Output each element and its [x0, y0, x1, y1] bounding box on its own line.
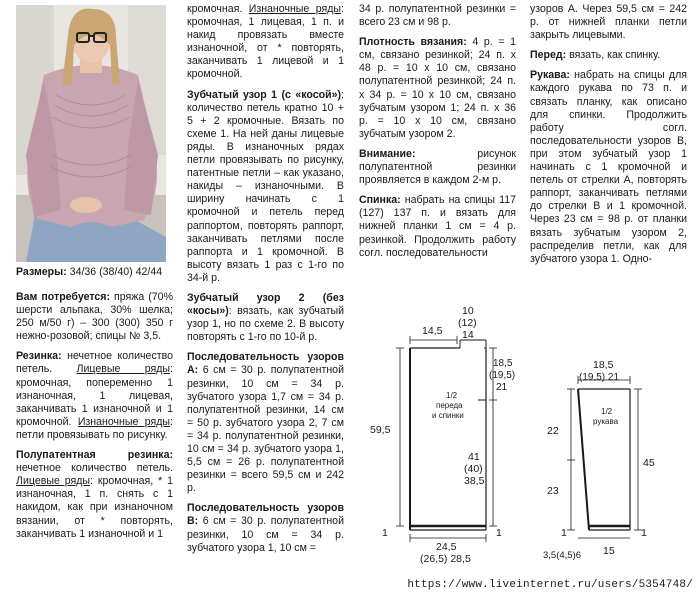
rib-back-text: : петли провязывать по рисунку. [16, 415, 173, 441]
source-url[interactable]: https://www.liveinternet.ru/users/5354748/ [407, 579, 693, 591]
front-title: Перед: [530, 49, 567, 62]
pattern2-title: Зубчатый узор 2 (без «косы») [187, 291, 344, 318]
sizes-label: Размеры: [16, 266, 67, 278]
materials-title: Вам потребуется: [16, 291, 110, 303]
sleeves-text: набрать на спицы для каждого рукава по 73 п. и связать планку, как описано для спинки. Продолжить работу согл. последовательности узоров В, при этом зубчатый узор 1 начинать с 1 кромочной и петель от стрелки А, повторять раппорт, заканчивать петлями до стрелки В и 1 кромочной. Через 23 см = 98 р. от планки вязать зубчатым узором 2, распределив петли, как для зубчатого узора 1. Одно- [530, 69, 687, 265]
back-paragraph [359, 194, 516, 259]
column-4 [530, 3, 687, 273]
column-2 [187, 3, 344, 562]
col2-p0-text: : кромочная, 1 лицевая, 1 п. и накид провязать вместе изнаночной, от * повторять, заканчивать 1 лицевой и 1 кромочной. [187, 3, 344, 81]
main-left-height: 59,5 [370, 424, 391, 436]
rib-text: нечетное количество петель. [16, 350, 173, 376]
sleeve-left-1: 22 [547, 425, 559, 437]
main-label-3: и спинки [432, 411, 464, 420]
main-bottom-right-hem: 1 [496, 527, 502, 539]
model-photo-illustration [16, 5, 166, 262]
main-top-mid-2: (12) [458, 317, 477, 329]
main-mid-3: 38,5 [464, 475, 485, 487]
sleeve-schematic [535, 350, 665, 570]
pattern2-text: : вязать, как зубчатый узор 1, но по схеме 2. В высоту повторять с 1-го по 10-й р. [187, 305, 344, 344]
sleeves-paragraph [530, 69, 687, 265]
sizes-line [16, 266, 162, 278]
column-3 [359, 3, 516, 267]
sleeve-bottom-width: 15 [603, 545, 615, 557]
back-title: Спинка: [359, 194, 401, 207]
col3-paragraph-0: 34 р. полупатентной резинки = всего 23 см и 98 р. [359, 3, 516, 29]
sequence-a-paragraph [187, 351, 344, 495]
main-bottom-left-hem: 1 [382, 527, 388, 539]
gauge-title: Плотность вязания: [359, 36, 467, 49]
gauge-text: 4 р. = 1 см, связано резинкой; 24 п. х 48 р. = 10 х 10 см, связано полупатентной резинкой; 24 п. х 34 р. = 10 х 10 см, связано зубчатым узором 1; 24 п. х 36 р. = 10 х 10 см, связано зубчатым узором 2. [359, 36, 516, 140]
fisher-title: Полупатентная резинка: [16, 449, 173, 462]
main-top-left-dim: 14,5 [422, 325, 443, 337]
main-label-2: переда [436, 401, 463, 410]
col2-lead: кромочная. [187, 3, 249, 15]
front-text: вязать, как спинку. [566, 49, 661, 62]
sequence-b-text: 6 см = 30 р. полупатентной резинки, 10 см = 34 р. зубчатого узора 1, 10 см = [187, 515, 344, 554]
col4-paragraph-0: узоров А. Через 59,5 см = 242 р. от нижней планки петли закрыть лицевыми. [530, 3, 687, 42]
materials-text: пряжа (70% шерсти альпака, 30% шелка; 250 м/50 г) – 300 (300) 350 г нежно-розовой; спицы № 3,5. [16, 291, 173, 343]
fisher-paragraph [16, 449, 173, 541]
sleeves-title: Рукава: [530, 69, 570, 82]
sleeve-bottom-offset: 3,5(4,5)6 [543, 550, 582, 561]
sequence-a-text: 6 см = 30 р. полупатентной резинки, 10 см = 34 р. зубчатого узора 1,7 см = 34 р. полупатентной резинки, 14 см = 50 р. зубчатого узора 2, 7 см = 34 р. полупатентной резинки, 10 см = 34 р. зубчатого узора 1, 5,5 см = 26 р. полупатентной резинки = всего 59,5 см и 242 р. [187, 364, 344, 495]
rib-face-label: Лицевые ряды [76, 363, 171, 376]
col2-paragraph-0 [187, 3, 344, 82]
main-right-1: 18,5 [493, 358, 513, 369]
main-bottom-1: 24,5 [436, 541, 457, 553]
sleeve-top-1: 18,5 [593, 359, 614, 371]
rib-title: Резинка: [16, 350, 62, 363]
sleeve-top-2: (19,5) 21 [579, 372, 620, 383]
fisher-text: нечетное количество петель. [16, 462, 173, 475]
sequence-a-title: Последовательность узоров А: [187, 351, 344, 377]
main-right-3: 21 [496, 382, 508, 393]
body-schematic [370, 300, 516, 570]
main-label-1: 1/2 [446, 391, 458, 400]
column-1 [16, 291, 173, 548]
attention-text: рисунок полупатентной резинки проявляется в каждом 2-м р. [359, 147, 516, 187]
pattern1-title: Зубчатый узор 1 (с «косой») [187, 88, 342, 101]
front-paragraph [530, 49, 687, 62]
pattern2-paragraph [187, 292, 344, 344]
main-bottom-2: (26,5) 28,5 [420, 553, 471, 565]
col2-back-label: Изнаночные ряды [248, 3, 342, 15]
rib-back-label: Изнаночные ряды [77, 415, 171, 428]
attention-paragraph [359, 148, 516, 187]
sleeve-right-length: 45 [643, 457, 655, 469]
fisher-face-text: : кромочная, * 1 изнаночная, 1 п. снять с 1 накидом, как при изнаночном вязании, от * повторять, заканчивать 1 изнаночной и 1 [16, 475, 173, 540]
pattern1-text: : количество петель кратно 10 + 5 + 2 кромочные. Вязать по схеме 1. На ней даны лицевые ряды. В изнаночных рядах петли провязывать по рисунку, патентные петли – как указано, накиды – изнаночными. В ширину начинать с 1 кромочной и петель перед раппортом, повторять раппорт, заканчивать петлями после раппорта и 1 кромочной. В высоту вязать 1 раз с 1-го по 34-й р. [187, 88, 344, 284]
pattern1-paragraph [187, 89, 344, 285]
back-text: набрать на спицы 117 (127) 137 п. и вязать для нижней планки 1 см = 4 р. резинкой. Продолжить работу согл. последовательности [359, 194, 516, 259]
sizes-value: 34/36 (38/40) 42/44 [66, 266, 163, 278]
materials-paragraph [16, 291, 173, 343]
gauge-paragraph [359, 36, 516, 141]
main-top-mid-3: 14 [462, 329, 474, 341]
sleeve-label-1: 1/2 [601, 407, 613, 416]
fisher-face-label: Лицевые ряды [16, 475, 91, 488]
sleeve-bottom-right-hem: 1 [641, 527, 647, 539]
rib-face-text: : кромочная, попеременно 1 изнаночная, 1 лицевая, заканчивать 1 изнаночной и 1 кромочной. [16, 363, 173, 428]
rib-paragraph [16, 350, 173, 442]
sequence-b-title: Последовательность узоров В: [187, 502, 344, 528]
sleeve-left-2: 23 [547, 485, 559, 497]
main-top-mid-1: 10 [462, 305, 474, 317]
sequence-b-paragraph [187, 502, 344, 554]
attention-title: Внимание: [359, 147, 416, 160]
sleeve-label-2: рукава [593, 417, 619, 426]
sleeve-bottom-left-hem: 1 [561, 527, 567, 539]
model-photo [16, 5, 166, 262]
main-right-2: (19,5) [489, 370, 516, 381]
main-mid-2: (40) [464, 463, 483, 475]
main-mid-1: 41 [468, 451, 480, 463]
